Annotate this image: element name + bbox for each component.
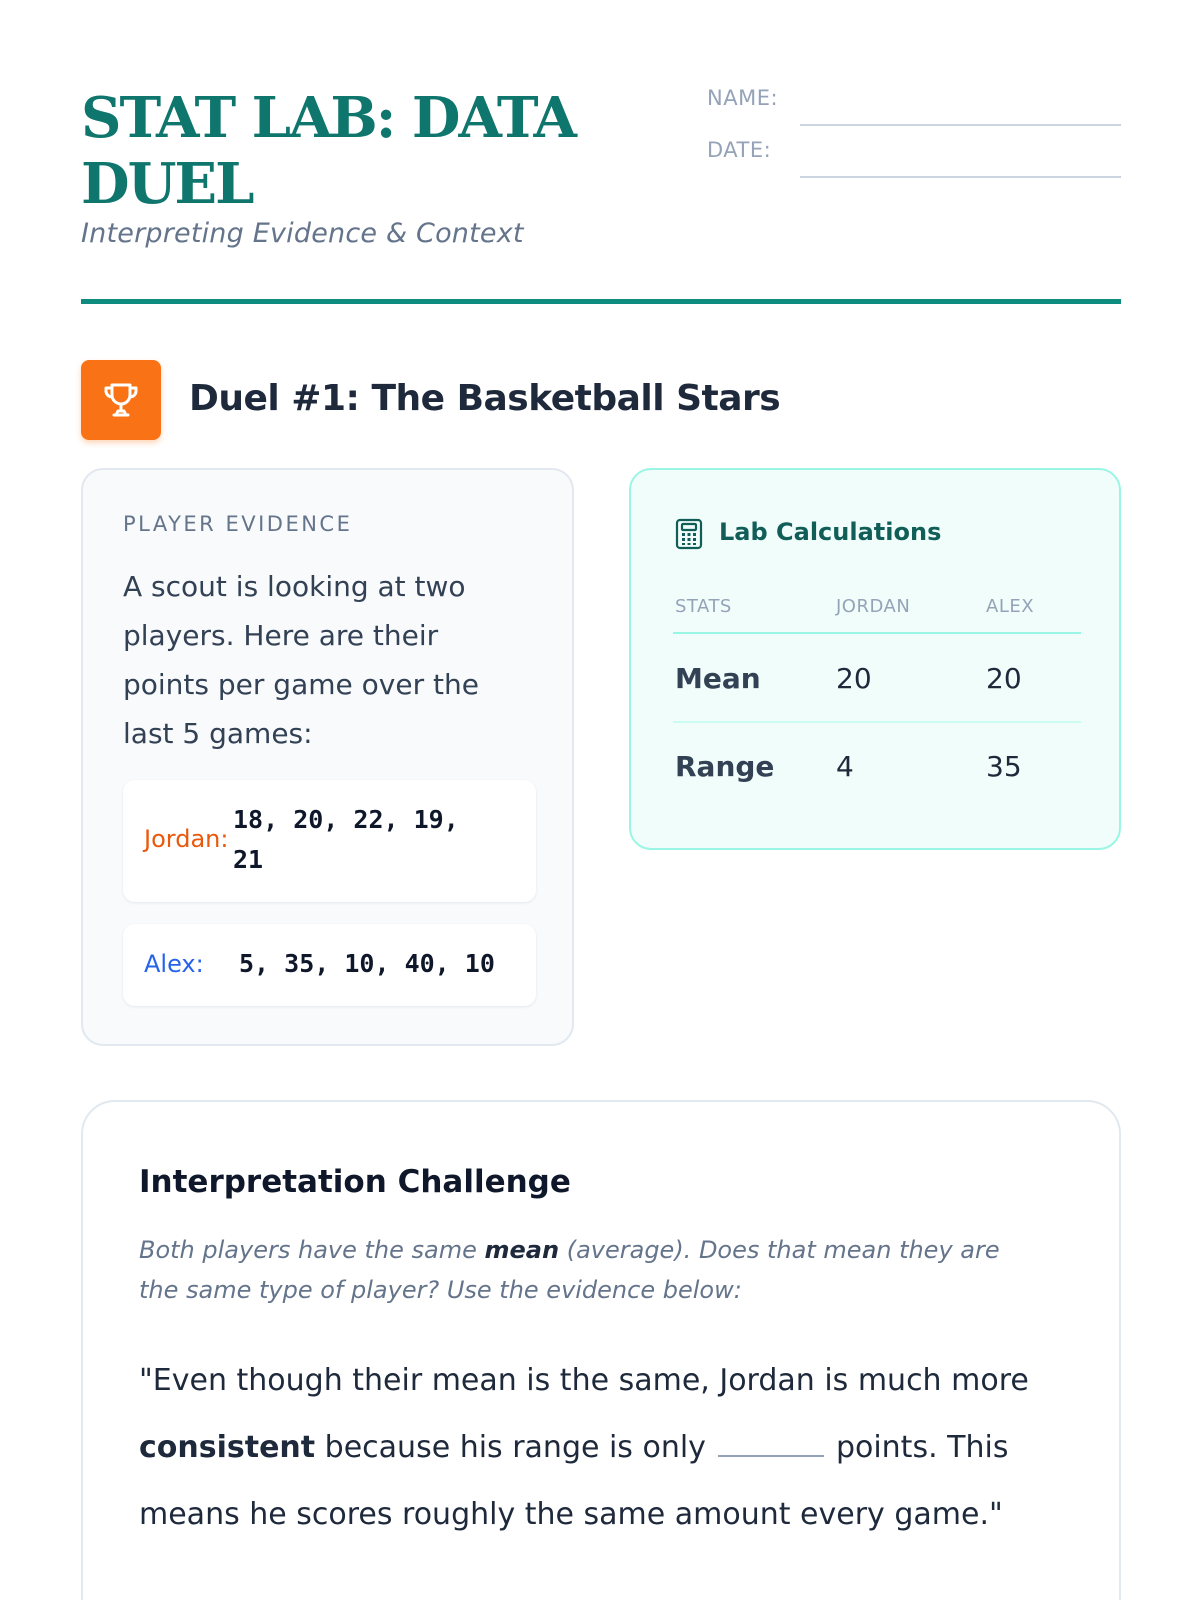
trophy-icon (81, 360, 161, 440)
player-evidence-card (81, 468, 574, 1046)
alex-range: 35 (986, 750, 1022, 783)
table-header-divider (673, 632, 1081, 634)
name-line[interactable] (800, 124, 1121, 126)
quote-bold-term: consistent (139, 1430, 316, 1465)
col-header-alex: ALEX (986, 596, 1035, 617)
col-header-jordan: JORDAN (836, 596, 911, 617)
name-label: NAME: (707, 86, 779, 110)
date-field[interactable] (707, 138, 1121, 178)
interpretation-title: Interpretation Challenge (139, 1164, 571, 1200)
section-title: Duel #1: The Basketball Stars (189, 378, 781, 419)
note-text-start: Both players have the same (139, 1236, 485, 1264)
alex-label: Alex: (144, 950, 204, 978)
worksheet-title: STAT LAB: DATA DUEL (81, 85, 575, 217)
alex-scores (123, 924, 536, 1006)
col-header-stats: STATS (675, 596, 732, 617)
worksheet-page (81, 0, 1121, 1600)
calculator-icon (675, 518, 703, 550)
worksheet-subtitle: Interpreting Evidence & Context (81, 218, 524, 249)
jordan-mean: 20 (836, 662, 872, 695)
interpretation-quote (139, 1347, 1049, 1548)
jordan-values: 18, 20, 22, 19, 21 (233, 805, 459, 874)
name-field[interactable] (707, 86, 1121, 126)
jordan-scores (123, 780, 536, 902)
evidence-label: PLAYER EVIDENCE (123, 512, 353, 536)
calculations-title: Lab Calculations (719, 518, 942, 546)
quote-text-middle: because his range is only (315, 1430, 706, 1465)
quote-text-start: "Even though their mean is the same, Jordan is much more (139, 1363, 1029, 1398)
note-text-end: (average). Does that mean they are the same type of player? Use the evidence below: (139, 1236, 1000, 1304)
row-label-range: Range (675, 750, 775, 783)
date-line[interactable] (800, 176, 1121, 178)
jordan-label: Jordan: (144, 825, 229, 853)
note-bold-term: mean (484, 1236, 560, 1264)
evidence-text: A scout is looking at two players. Here are their points per game over the last 5 games: (123, 570, 479, 750)
range-answer-blank[interactable] (718, 1435, 824, 1457)
table-row-divider (673, 721, 1081, 723)
alex-mean: 20 (986, 662, 1022, 695)
header-divider (81, 299, 1121, 304)
jordan-range: 4 (836, 750, 854, 783)
lab-calculations-card (629, 468, 1121, 850)
interpretation-card (81, 1100, 1121, 1600)
date-label: DATE: (707, 138, 772, 162)
row-label-mean: Mean (675, 662, 761, 695)
alex-values: 5, 35, 10, 40, 10 (239, 949, 495, 978)
quote-text-end: points. This means he scores roughly the same amount every game." (139, 1430, 1009, 1532)
interpretation-note (139, 1230, 1039, 1310)
